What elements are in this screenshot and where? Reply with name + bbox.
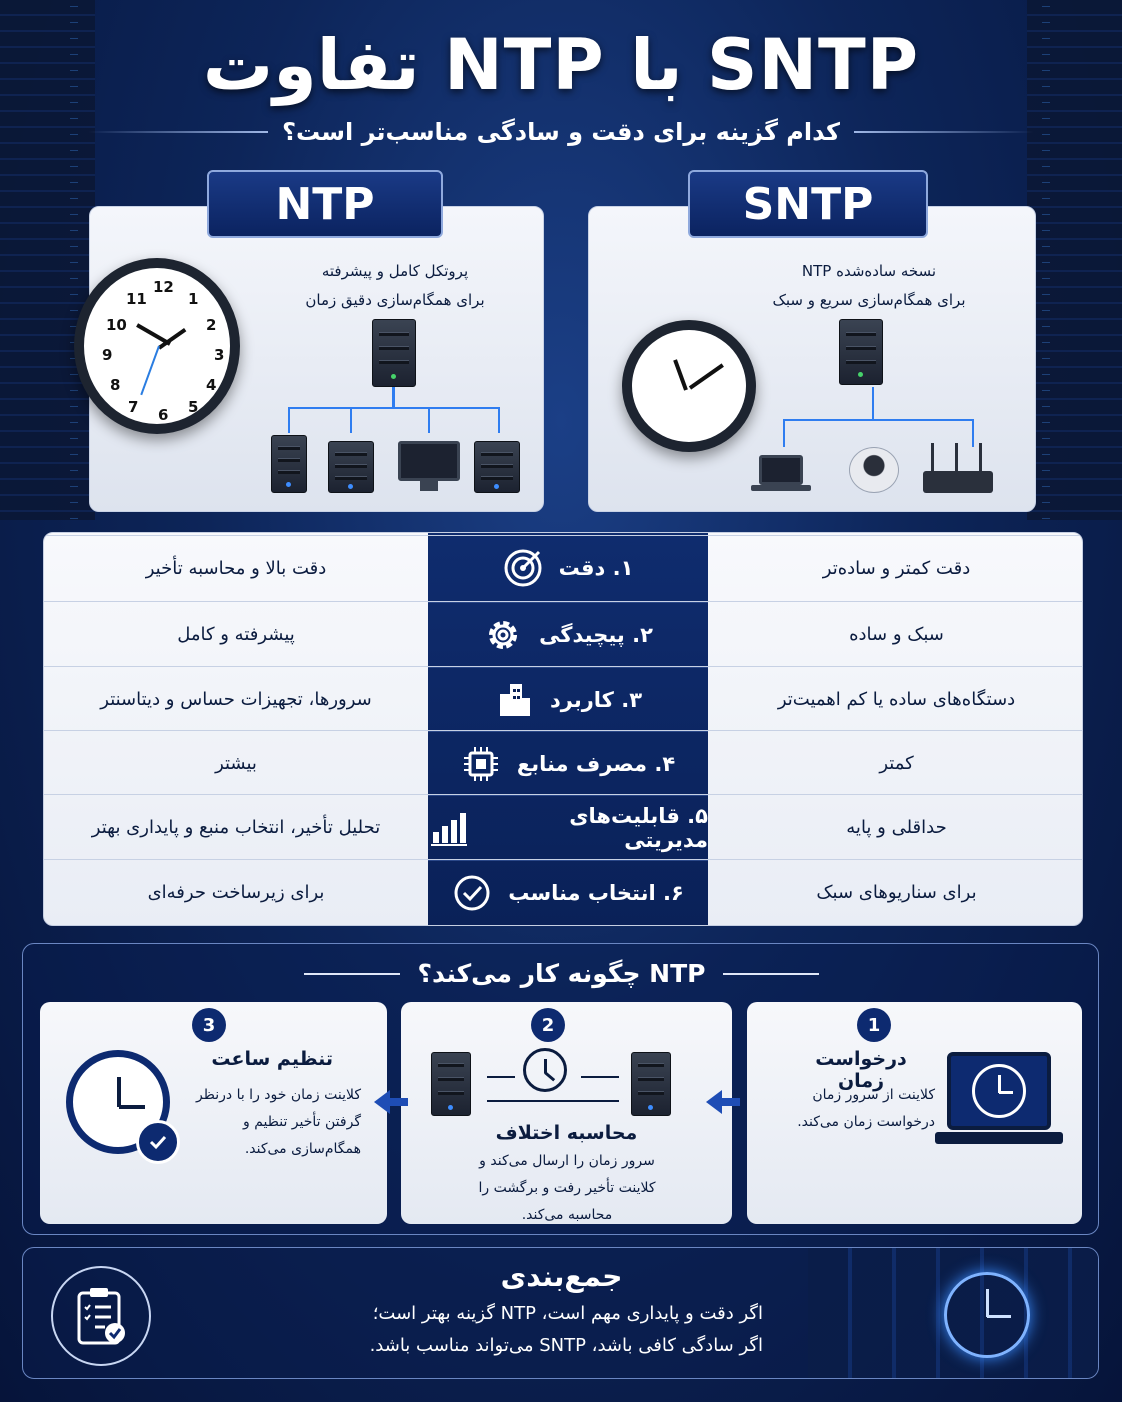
step-text xyxy=(156,1082,361,1163)
clock-hour-hand xyxy=(673,359,688,390)
ntp-cell: بیشتر xyxy=(215,752,257,774)
summary-text xyxy=(213,1298,763,1362)
gear-icon xyxy=(483,615,523,655)
table-row xyxy=(44,794,1083,858)
clock-minute-hand xyxy=(689,363,724,389)
step-text-line: درخواست زمان می‌کند. xyxy=(797,1114,935,1130)
clock-number: 5 xyxy=(188,398,199,416)
sntp-cell: سبک و ساده xyxy=(849,623,944,645)
monitor-icon xyxy=(398,441,460,481)
divider-left xyxy=(304,973,400,975)
sntp-main-server-icon xyxy=(839,319,883,385)
step-text-line: محاسبه می‌کند. xyxy=(521,1207,613,1223)
criterion-label: ۵. قابلیت‌های مدیریتی xyxy=(569,803,708,852)
divider-right xyxy=(854,131,1034,133)
checklist-icon xyxy=(51,1266,151,1366)
arrow-left-icon xyxy=(487,1076,515,1078)
criterion-label: ۱. دقت xyxy=(558,556,634,580)
arrow-left-icon xyxy=(487,1100,619,1102)
network-line xyxy=(872,387,874,421)
step-text-line: کلاینت زمان خود را با درنظر xyxy=(196,1087,361,1103)
subtitle-row xyxy=(0,118,1122,146)
router-antenna xyxy=(955,443,958,473)
network-line xyxy=(783,419,973,421)
step-text-line: همگام‌سازی می‌کند. xyxy=(244,1141,361,1157)
step-number: 2 xyxy=(531,1008,565,1042)
network-line xyxy=(783,419,785,447)
step-card-2 xyxy=(401,1002,732,1224)
flow-arrow-icon xyxy=(706,1090,722,1114)
comparison-table xyxy=(43,532,1083,926)
summary-line: اگر سادگی کافی باشد، SNTP می‌تواند مناسب باشد. xyxy=(369,1335,763,1356)
step-text-line: گرفتن تأخیر تنظیم و xyxy=(243,1114,361,1130)
clock-number: 4 xyxy=(206,376,217,394)
network-line xyxy=(288,407,290,433)
clock-number: 3 xyxy=(214,346,225,364)
client-server-icon xyxy=(271,435,307,493)
check-badge-icon xyxy=(136,1120,180,1164)
table-row xyxy=(44,666,1083,730)
step-card-1 xyxy=(747,1002,1082,1224)
ntp-cell: پیشرفته و کامل xyxy=(177,623,295,645)
network-line xyxy=(972,419,974,447)
check-circle-icon xyxy=(452,873,492,913)
sntp-desc-line2: برای همگام‌سازی سریع و سبک xyxy=(772,291,966,309)
ntp-description xyxy=(265,257,525,315)
ntp-cell: سرورها، تجهیزات حساس و دیتاسنتر xyxy=(100,688,372,710)
server-icon xyxy=(431,1052,471,1116)
sntp-description xyxy=(739,257,999,315)
timer-icon xyxy=(523,1048,567,1092)
divider-left xyxy=(88,131,268,133)
ntp-main-server-icon xyxy=(372,319,416,387)
step-text-line: کلاینت تأخیر رفت و برگشت را xyxy=(478,1180,656,1196)
laptop-clock-icon xyxy=(947,1052,1051,1130)
table-row xyxy=(44,859,1083,923)
criterion-cell xyxy=(428,731,708,795)
criterion-cell xyxy=(428,667,708,731)
ntp-clock-icon xyxy=(74,258,240,434)
sntp-clock-icon xyxy=(622,320,756,452)
criterion-label: ۶. انتخاب مناسب xyxy=(508,880,684,905)
step-text-line: کلاینت از سرور زمان xyxy=(812,1087,935,1103)
clock-number: 1 xyxy=(188,290,199,308)
network-line xyxy=(428,407,430,433)
network-line xyxy=(288,407,500,409)
sntp-cell: دستگاه‌های ساده یا کم اهمیت‌تر xyxy=(777,688,1016,710)
laptop-icon xyxy=(759,455,803,485)
criterion-cell xyxy=(428,536,708,600)
server-icon xyxy=(631,1052,671,1116)
laptop-base xyxy=(935,1132,1063,1144)
flow-arrow-icon xyxy=(374,1090,390,1114)
step-title: محاسبه اختلاف xyxy=(495,1122,638,1144)
bar-chart-icon xyxy=(428,808,468,848)
step-text xyxy=(775,1082,935,1136)
laptop-base xyxy=(751,485,811,491)
ntp-tab: NTP xyxy=(207,170,443,238)
how-title-row xyxy=(23,959,1100,988)
step-text xyxy=(431,1148,703,1229)
table-row xyxy=(44,601,1083,665)
sntp-cell: حداقلی و پایه xyxy=(846,816,947,838)
clock-number: 2 xyxy=(206,316,217,334)
router-antenna xyxy=(931,443,934,473)
criterion-label: ۲. پیچیدگی xyxy=(539,622,653,647)
sntp-cell: کمتر xyxy=(879,752,914,774)
clock-number: 12 xyxy=(153,278,174,296)
network-line xyxy=(392,387,395,407)
criterion-cell xyxy=(428,602,708,666)
monitor-stand xyxy=(420,481,438,491)
client-server-icon xyxy=(474,441,520,493)
ntp-cell: تحلیل تأخیر، انتخاب منبع و پایداری بهتر xyxy=(91,816,381,838)
sntp-desc-line1: نسخه ساده‌شده NTP xyxy=(801,262,937,280)
clock-number: 8 xyxy=(110,376,121,394)
sntp-cell: برای سناریوهای سبک xyxy=(816,881,977,903)
step-title: درخواست زمان xyxy=(815,1048,907,1092)
criterion-label: ۳. کاربرد xyxy=(549,687,643,712)
ntp-cell: برای زیرساخت حرفه‌ای xyxy=(147,881,325,903)
client-server-icon xyxy=(328,441,374,493)
network-line xyxy=(350,407,352,433)
table-row xyxy=(44,730,1083,794)
criterion-cell xyxy=(428,860,708,924)
target-icon xyxy=(503,548,543,588)
ntp-desc-line2: برای همگام‌سازی دقیق زمان xyxy=(305,291,485,309)
chip-icon xyxy=(461,744,501,784)
criterion-cell xyxy=(428,795,708,859)
step-text-line: سرور زمان را ارسال می‌کند و xyxy=(479,1153,655,1169)
summary-title: جمع‌بندی xyxy=(500,1260,623,1293)
ntp-cell: دقت بالا و محاسبه تأخیر xyxy=(145,557,327,579)
clock-second-hand xyxy=(140,346,160,396)
camera-icon xyxy=(849,447,899,493)
clock-number: 6 xyxy=(158,406,169,424)
step-title: تنظیم ساعت xyxy=(211,1048,333,1070)
divider-right xyxy=(723,973,819,975)
sntp-cell: دقت کمتر و ساده‌تر xyxy=(822,557,971,579)
page-subtitle: کدام گزینه برای دقت و سادگی مناسب‌تر است؟ xyxy=(282,118,840,146)
buildings-icon xyxy=(494,680,534,720)
step-card-3 xyxy=(40,1002,387,1224)
router-icon xyxy=(923,471,993,493)
how-title: NTP چگونه کار می‌کند؟ xyxy=(417,959,706,988)
ntp-desc-line1: پروتکل کامل و پیشرفته xyxy=(321,262,469,280)
table-row xyxy=(44,535,1083,599)
router-antenna xyxy=(979,443,982,473)
how-ntp-works-section xyxy=(22,943,1099,1235)
summary-section xyxy=(22,1247,1099,1379)
clock-number: 9 xyxy=(102,346,113,364)
summary-line: اگر دقت و پایداری مهم است، NTP گزینه بهتر است؛ xyxy=(372,1303,763,1324)
clock-number: 11 xyxy=(126,290,147,308)
step-number: 3 xyxy=(192,1008,226,1042)
network-line xyxy=(498,407,500,433)
criterion-label: ۴. مصرف منابع xyxy=(516,751,676,776)
step-number: 1 xyxy=(857,1008,891,1042)
sntp-tab: SNTP xyxy=(688,170,928,238)
clock-number: 7 xyxy=(128,398,139,416)
arrow-right-icon xyxy=(581,1076,619,1078)
clock-number: 10 xyxy=(106,316,127,334)
page-title: تفاوت NTP با SNTP xyxy=(202,24,920,106)
